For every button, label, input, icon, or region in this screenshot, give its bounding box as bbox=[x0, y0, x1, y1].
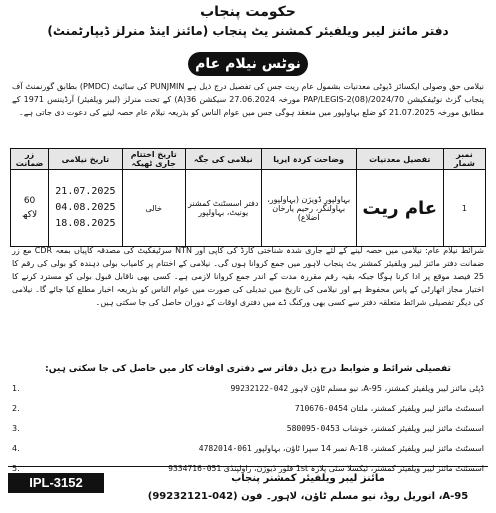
office-text: اسسٹنٹ مائنز لیبر ویلفیئر کمشنر، A-18 نمبر 14 سپرا ٹاؤن، بہاولپور bbox=[254, 443, 484, 453]
header-fee: زر ضمانت bbox=[11, 149, 49, 170]
cell-area: بہاولپور ڈویژن (بہاولپور، بہاولنگر، رحیم یارخان اضلاع) bbox=[261, 170, 356, 247]
header-validity: تاریخ اختتام جاری ٹھیکہ bbox=[122, 149, 185, 170]
cell-dates bbox=[49, 170, 123, 247]
office-phone: 0453-580095 bbox=[286, 423, 340, 433]
office-title: دفتر مائنز لیبر ویلفیئر کمشنر یٹ پنجاب (مائنز اینڈ منرلز ڈیپارٹمنٹ) bbox=[47, 24, 449, 38]
office-phone: 051-9334716 bbox=[168, 463, 222, 473]
office-text: اسسٹنٹ مائنز لیبر ویلفیئر کمشنر، ملتان bbox=[350, 403, 484, 413]
cell-serial: 1 bbox=[443, 170, 485, 247]
fee-amount: 60 bbox=[23, 196, 36, 206]
office-number: 5. bbox=[12, 463, 20, 473]
ipl-code-badge: IPL-3152 bbox=[8, 473, 104, 493]
header-area: وضاحت کردہ ایریا bbox=[261, 149, 356, 170]
footer-authority: مائنز لیبر ویلفیئر کمشنر پنجاب bbox=[231, 473, 385, 484]
notice-banner: نوٹس نیلام عام bbox=[188, 52, 308, 76]
office-number: 2. bbox=[12, 403, 20, 413]
auction-date-1: 21.07.2025 bbox=[55, 186, 116, 197]
cell-fee bbox=[11, 170, 49, 247]
header-place: نیلامی کی جگہ bbox=[185, 149, 261, 170]
cell-mineral: عام ریت bbox=[356, 170, 443, 247]
footer-address: 95-A، انوریل روڈ، نیو مسلم ٹاؤن، لاہور۔ فون (042-99232121) bbox=[147, 491, 469, 502]
table-header-row bbox=[11, 149, 486, 170]
header-mineral: تفصیل معدنیات bbox=[356, 149, 443, 170]
footer bbox=[8, 463, 488, 509]
header-dates: تاریخ نیلامی bbox=[49, 149, 123, 170]
list-item bbox=[12, 418, 484, 438]
offices-title: تفصیلی شرائط و ضوابط درج ذیل دفاتر سے دفتری اوقات کار میں حاصل کی جا سکتی ہیں: bbox=[45, 364, 451, 374]
office-phone: 061-4782014 bbox=[198, 443, 252, 453]
office-phone: 042-99232122 bbox=[230, 383, 289, 393]
list-item bbox=[12, 398, 484, 418]
government-title: حکومت پنجاب bbox=[200, 4, 296, 20]
auction-date-3: 18.08.2025 bbox=[55, 218, 116, 229]
list-item bbox=[12, 438, 484, 458]
office-number: 1. bbox=[12, 383, 20, 393]
auction-date-2: 04.08.2025 bbox=[55, 202, 116, 213]
intro-paragraph: نیلامی حق وصولی ایکسائز ڈیوٹی معدنیات بشمول عام ریت جس کی تفصیل درج ذیل ہے PUNJMIN کی سائیٹ (PMDC) بطابق گورنمنٹ آف پنجاب گزٹ نوٹیفکیشن PAP/LEGIS-2(08)/2024/70 مورخہ 27.06.2024 سیکشن 36(A) کے تحت منرلز (لیبر ویلفیئر) آرڈیننس 1971 کے مطابق مورخہ 21.07.2025 کو ضلع بہاولپور میں منعقد ہوگی جس میں عوام الناس کو بذریعہ نیلام عام حصہ لینے کی دعوت دی جاتی ہے۔ bbox=[12, 82, 485, 117]
office-number: 4. bbox=[12, 443, 20, 453]
office-text: اسسٹنٹ مائنز لیبر ویلفیئر کمشنر، ٹیکسلا سٹی پلازہ 1st فلور ڈیوژن، راولپنڈی bbox=[223, 463, 484, 473]
cell-place: دفتر اسسٹنٹ کمشنر یونیٹ، بہاولپور bbox=[185, 170, 261, 247]
offices-list bbox=[12, 378, 484, 478]
cell-validity: خالی bbox=[122, 170, 185, 247]
terms-paragraph: شرائط نیلام عام: نیلامی میں حصہ لینے کے لئے جاری شدہ شناختی کارڈ کی کاپی اور NTN سرٹیفکیٹ کی مصدقہ کاپیاں بمعہ CDR مع زر ضمانت دفتر مائنز لیبر ویلفیئر کمشنر یٹ پنجاب لاہور میں جمع کروانا ہوں گی۔ نیلامی کے اختتام پر کامیاب بولی دہندہ کو بولی کی رقم کا 25 فیصد موقع پر ادا کرنا ہوگا جبکہ بقیہ رقم مقررہ مدت کے اندر جمع کروانا لازمی ہے۔ کسی بھی ناقابل قبول بولی کو مسترد کرنے کا اختیار مجاز اتھارٹی کے پاس محفوظ ہے اور نیلامی کی تاریخ میں تبدیلی کی صورت میں عوام الناس کو بذریعہ اخبار مطلع کیا جائے گا۔ نیلامی کی دیگر تفصیلی شرائط متعلقہ دفتر سے کسی بھی ورکنگ ڈے میں دفتری اوقات کے دوران حاصل کی جا سکتی ہیں۔ bbox=[12, 246, 484, 307]
office-phone: 0454-710676 bbox=[294, 403, 348, 413]
table-row bbox=[11, 170, 486, 247]
fee-unit: لاکھ bbox=[22, 210, 38, 220]
office-text: ڈپٹی مائنز لیبر ویلفیئر کمشنر، 95-A، نیو مسلم ٹاؤن لاہور bbox=[290, 383, 484, 393]
office-text: اسسٹنٹ مائنز لیبر ویلفیئر کمشنر، خوشاب bbox=[342, 423, 484, 433]
header-serial: نمبر شمار bbox=[443, 149, 485, 170]
list-item bbox=[12, 378, 484, 398]
office-number: 3. bbox=[12, 423, 20, 433]
auction-table bbox=[10, 148, 486, 247]
